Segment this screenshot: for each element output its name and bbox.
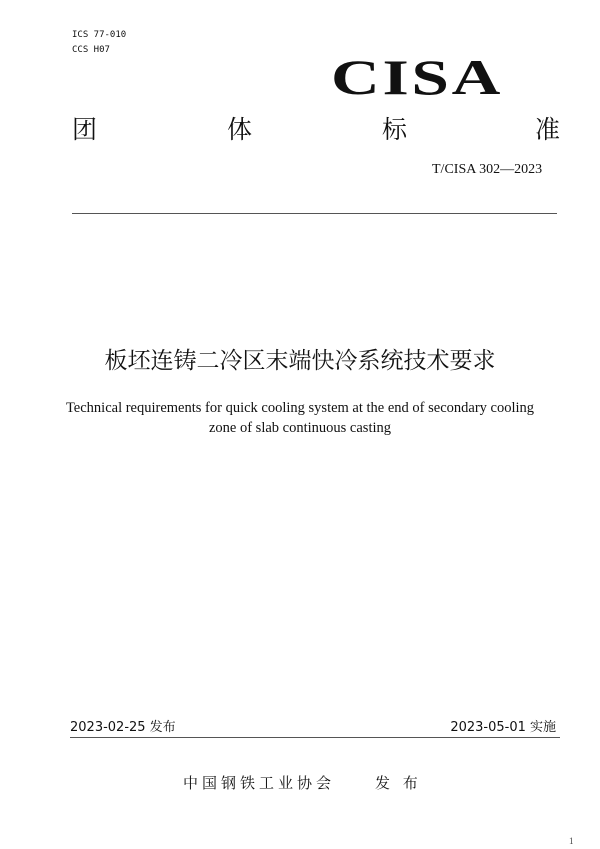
publish-label: 发 布 bbox=[375, 774, 422, 792]
ccs-code: CCS H07 bbox=[72, 45, 110, 55]
footer-divider bbox=[70, 737, 560, 738]
standard-type-char: 团 bbox=[72, 115, 98, 144]
standard-type-char: 体 bbox=[227, 115, 253, 144]
title-english-line: Technical requirements for quick cooling system at the end of secondary cooling bbox=[65, 400, 535, 416]
ics-code: ICS 77-010 bbox=[72, 30, 127, 40]
standard-type-char: 标 bbox=[382, 115, 408, 144]
title-english-line: zone of slab continuous casting bbox=[208, 420, 391, 436]
implementation-date: 2023-05-01 实施 bbox=[450, 720, 556, 735]
standard-type-char: 准 bbox=[535, 115, 561, 144]
title-english bbox=[0, 398, 600, 438]
cisa-logo: CISA bbox=[331, 49, 504, 105]
standard-number: T/CISA 302—2023 bbox=[432, 162, 543, 177]
title-chinese: 板坯连铸二冷区末端快冷系统技术要求 bbox=[104, 348, 496, 374]
issue-date: 2023-02-25 发布 bbox=[70, 720, 176, 735]
header-divider bbox=[72, 213, 557, 214]
publisher: 中国钢铁工业协会 bbox=[183, 774, 336, 792]
page-number: 1 bbox=[569, 836, 574, 846]
